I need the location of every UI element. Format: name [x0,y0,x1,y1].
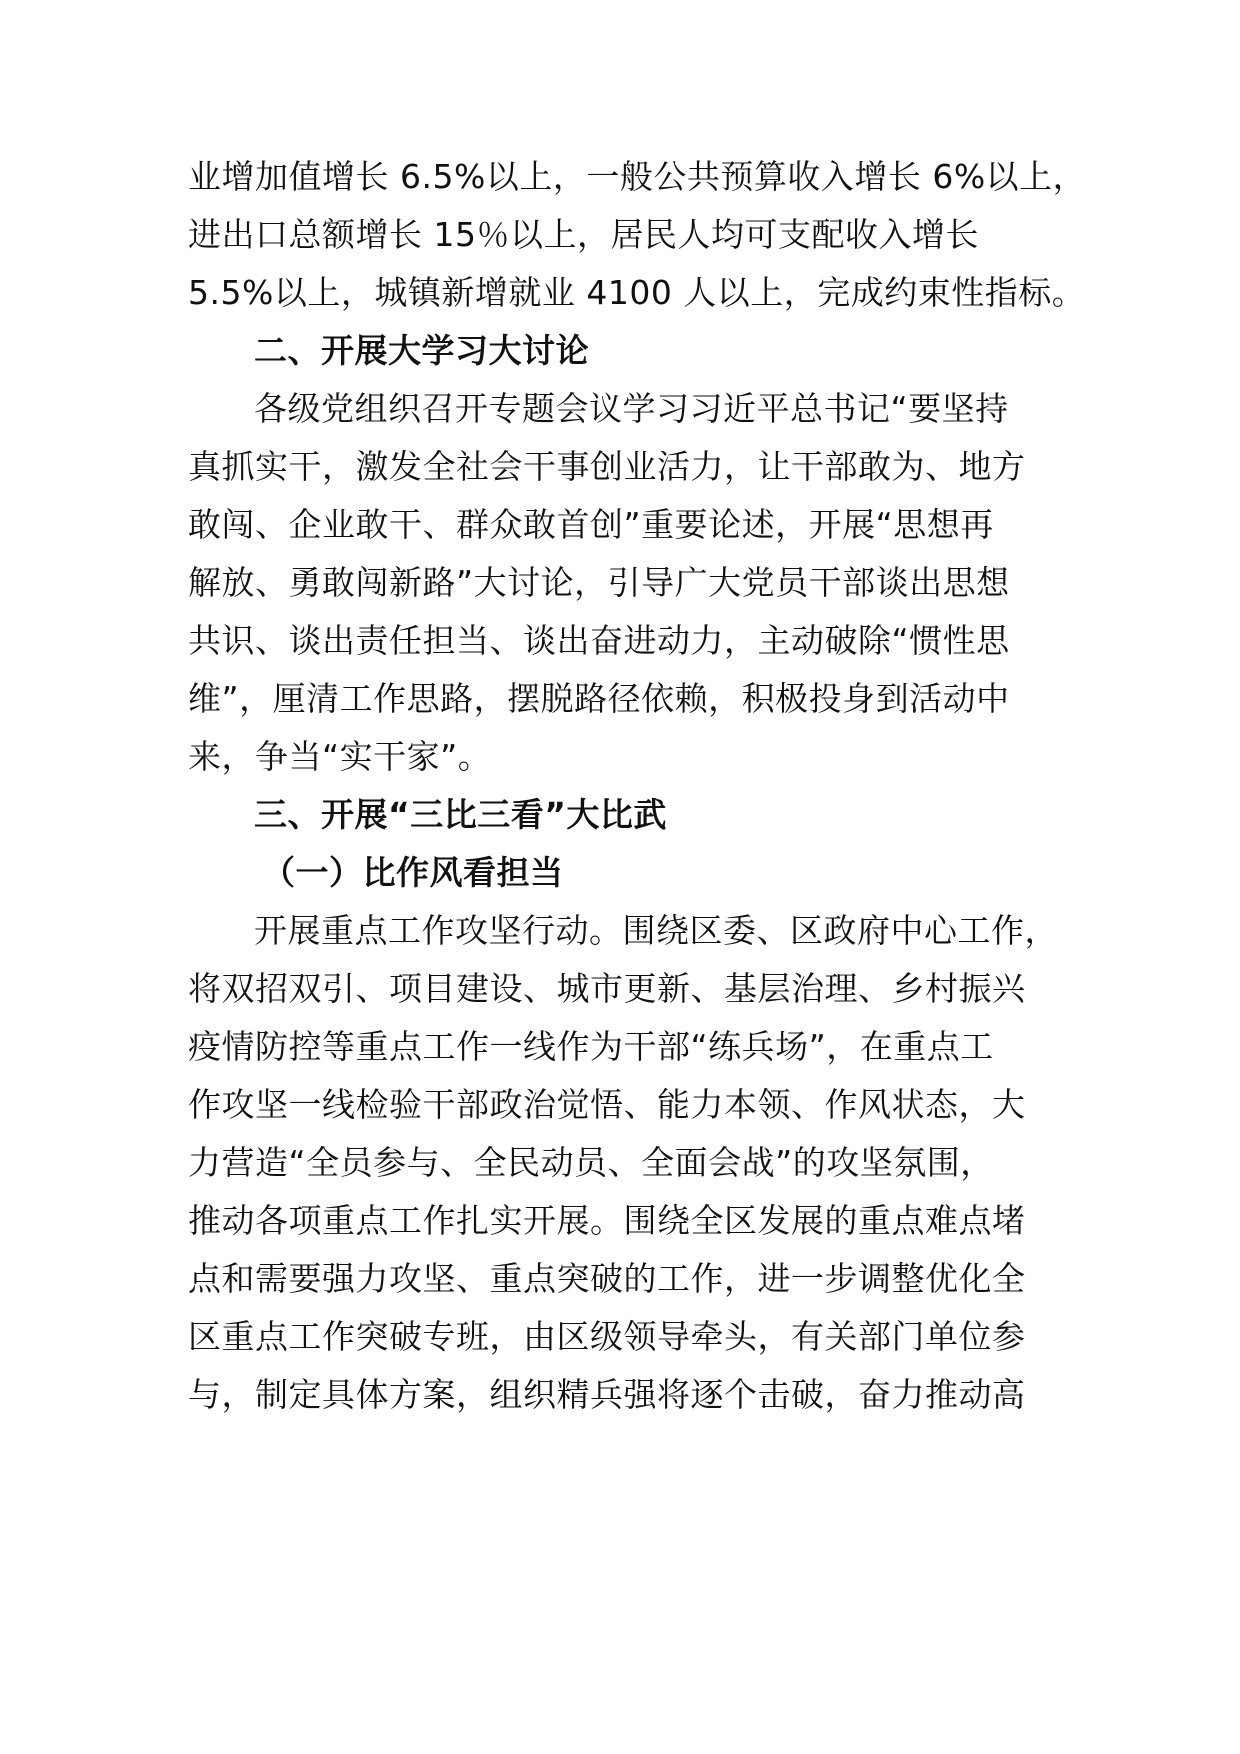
paragraph-3-line-3: 疫情防控等重点工作一线作为干部“练兵场”，在重点工 [188,1027,994,1066]
paragraph-1-line-2: 进出口总额增长 15％以上，居民人均可支配收入增长 [188,215,979,254]
paragraph-3-line-9: 与，制定具体方案，组织精兵强将逐个击破，奋力推动高 [188,1375,1026,1414]
paragraph-3-line-7: 点和需要强力攻坚、重点突破的工作，进一步调整优化全 [188,1259,1026,1298]
paragraph-2-line-6: 维”，厘清工作思路，摆脱路径依赖，积极投身到活动中 [188,679,1010,718]
paragraph-3-line-1: 开展重点工作攻坚行动。围绕区委、区政府中心工作， [254,911,1058,950]
section-heading-2: 二、开展大学习大讨论 [254,331,589,370]
subsection-heading-3-1: （一）比作风看担当 [262,853,564,892]
paragraph-3-line-2: 将双招双引、项目建设、城市更新、基层治理、乡村振兴 [188,969,1026,1008]
section-heading-3: 三、开展“三比三看”大比武 [254,795,667,834]
paragraph-1-line-3: 5.5%以上，城镇新增就业 4100 人以上，完成约束性指标。 [188,273,1086,312]
paragraph-3-line-8: 区重点工作突破专班，由区级领导牵头，有关部门单位参 [188,1317,1026,1356]
paragraph-2-line-3: 敢闯、企业敢干、群众敢首创”重要论述，开展“思想再 [188,505,994,544]
paragraph-2-line-1: 各级党组织召开专题会议学习习近平总书记“要坚持 [254,389,1009,428]
paragraph-2-line-2: 真抓实干，激发全社会干事创业活力，让干部敢为、地方 [188,447,1026,486]
paragraph-2-line-7: 来，争当“实干家”。 [188,737,492,776]
paragraph-2-line-4: 解放、勇敢闯新路”大讨论，引导广大党员干部谈出思想 [188,563,1010,602]
paragraph-3-line-4: 作攻坚一线检验干部政治觉悟、能力本领、作风状态，大 [188,1085,1026,1124]
paragraph-2-line-5: 共识、谈出责任担当、谈出奋进动力，主动破除“惯性思 [188,621,1010,660]
paragraph-3-line-6: 推动各项重点工作扎实开展。围绕全区发展的重点难点堵 [188,1201,1026,1240]
paragraph-3-line-5: 力营造“全员参与、全民动员、全面会战”的攻坚氛围， [188,1143,994,1182]
paragraph-1-line-1: 业增加值增长 6.5%以上，一般公共预算收入增长 6%以上， [188,157,1087,196]
